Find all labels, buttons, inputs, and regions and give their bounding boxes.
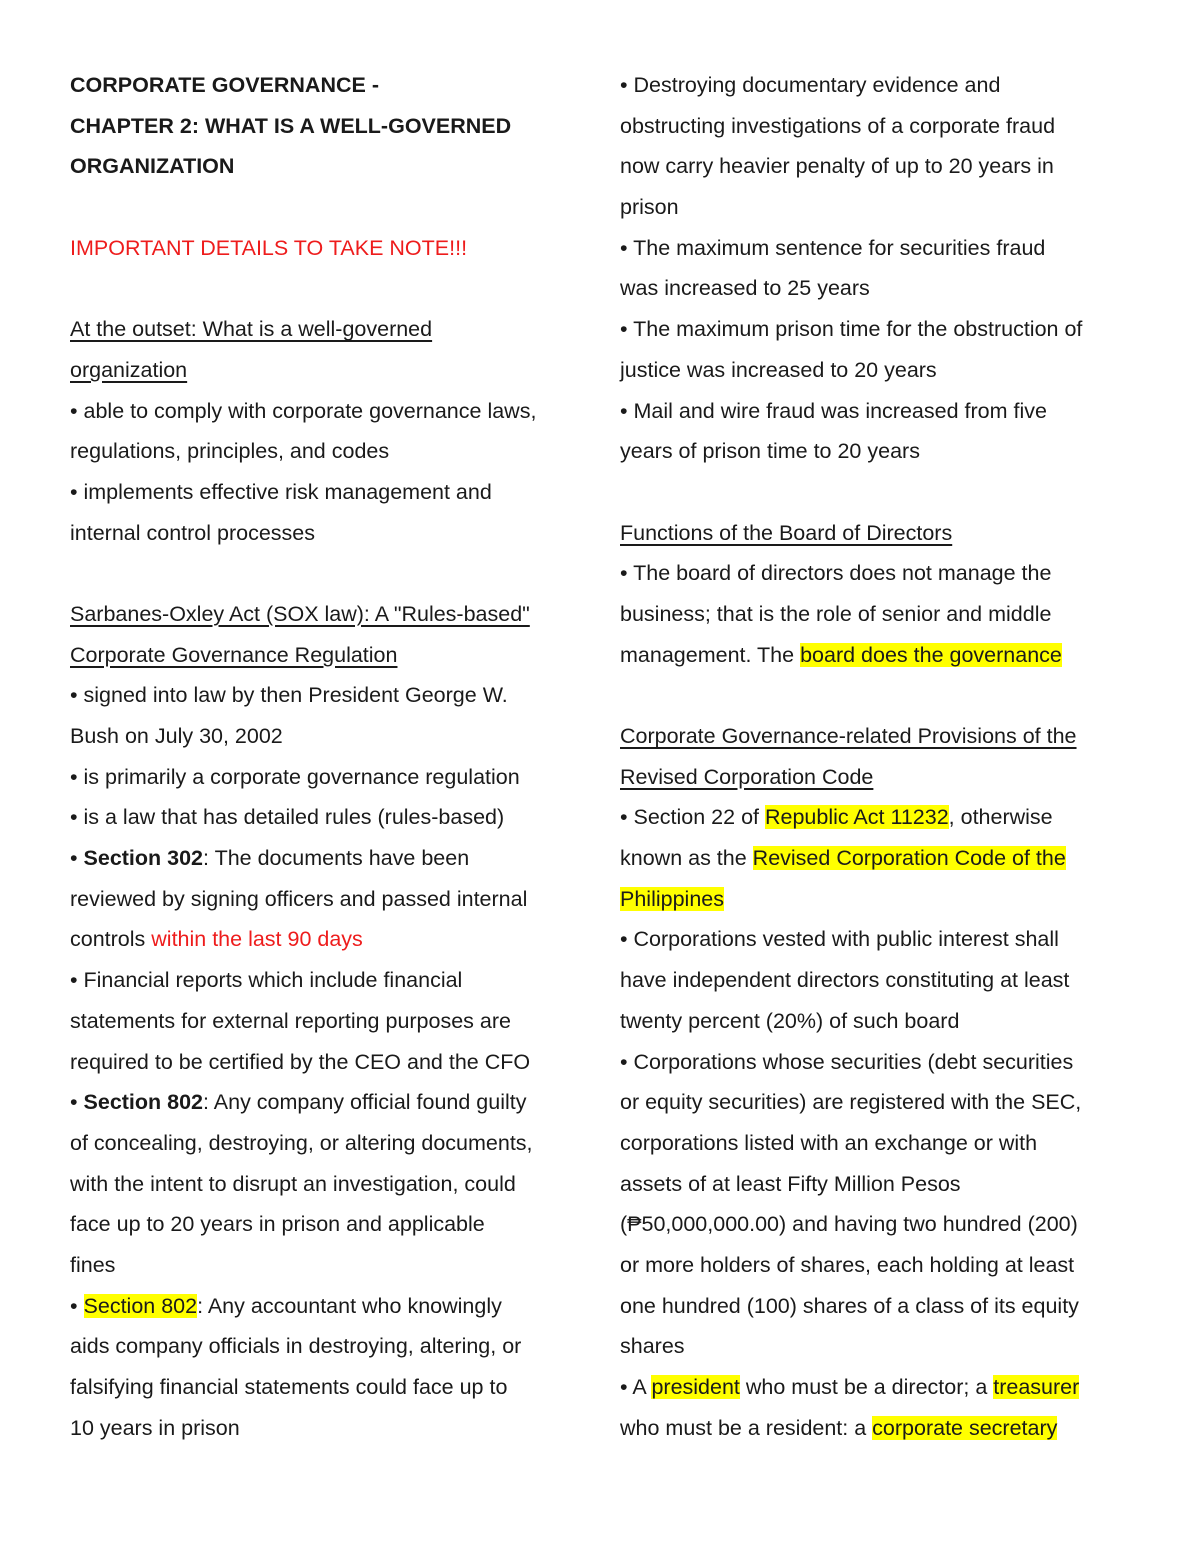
section-802-highlight: Section 802: [83, 1293, 198, 1318]
outset-heading-line-1: At the outset: What is a well-governed: [70, 317, 433, 342]
list-item: • Corporations whose securities (debt securities: [620, 1049, 1074, 1074]
list-item: • Mail and wire fraud was increased from five: [620, 398, 1047, 423]
republic-act-highlight: Republic Act 11232: [764, 805, 949, 830]
doc-title-line-2: CHAPTER 2: WHAT IS A WELL-GOVERNED: [70, 113, 512, 138]
list-item: who must be a resident: a corporate secretary: [620, 1415, 1058, 1440]
list-item: • signed into law by then President George W.: [70, 683, 508, 708]
list-item: of concealing, destroying, or altering documents,: [70, 1130, 533, 1155]
list-item: • Financial reports which include financial: [70, 968, 463, 993]
list-item: shares: [620, 1334, 685, 1359]
section-302-label: Section 302: [83, 846, 204, 871]
list-item: was increased to 25 years: [620, 276, 870, 301]
list-item: 10 years in prison: [70, 1415, 240, 1440]
list-item: justice was increased to 20 years: [620, 357, 937, 382]
list-item: statements for external reporting purposes are: [70, 1008, 511, 1033]
section-802-label: Section 802: [83, 1090, 204, 1115]
list-item: one hundred (100) shares of a class of its equity: [620, 1293, 1079, 1318]
important-notice: IMPORTANT DETAILS TO TAKE NOTE!!!: [70, 235, 468, 260]
list-item: • able to comply with corporate governance laws,: [70, 398, 537, 423]
list-item: or more holders of shares, each holding at least: [620, 1252, 1075, 1277]
list-item: reviewed by signing officers and passed internal: [70, 886, 528, 911]
list-item: or equity securities) are registered with the SEC,: [620, 1090, 1082, 1115]
board-governance-highlight: board does the governance: [800, 642, 1062, 667]
list-item: years of prison time to 20 years: [620, 439, 920, 464]
list-item: twenty percent (20%) of such board: [620, 1008, 960, 1033]
doc-title-line-1: CORPORATE GOVERNANCE -: [70, 73, 379, 97]
right-column: [620, 65, 1138, 1448]
list-item: • is a law that has detailed rules (rules-based): [70, 805, 505, 830]
list-item: obstructing investigations of a corporate fraud: [620, 113, 1056, 138]
list-item: management. The board does the governance: [620, 642, 1062, 667]
sox-heading-line-1: Sarbanes-Oxley Act (SOX law): A "Rules-based": [70, 601, 530, 626]
list-item: assets of at least Fifty Million Pesos: [620, 1171, 961, 1196]
list-item: • Corporations vested with public interest shall: [620, 927, 1059, 952]
doc-title-line-3: ORGANIZATION: [70, 154, 235, 179]
section-302-item: • Section 302: The documents have been: [70, 846, 470, 871]
ninety-days-note: within the last 90 days: [151, 927, 363, 952]
sox-heading-line-2: Corporate Governance Regulation: [70, 642, 398, 667]
president-highlight: president: [651, 1375, 740, 1399]
rcc-name-highlight: Revised Corporation Code of the: [752, 846, 1066, 871]
board-heading: Functions of the Board of Directors: [620, 520, 953, 545]
list-item: • implements effective risk management and: [70, 479, 492, 504]
section-802-item: • Section 802: Any company official found guilty: [70, 1090, 527, 1115]
list-item: have independent directors constituting at least: [620, 968, 1070, 993]
corporate-secretary-highlight: corporate secretary: [872, 1415, 1058, 1440]
list-item: aids company officials in destroying, altering, or: [70, 1334, 522, 1359]
list-item: face up to 20 years in prison and applicable: [70, 1212, 485, 1237]
list-item: with the intent to disrupt an investigation, could: [70, 1171, 516, 1196]
list-item: • The maximum sentence for securities fraud: [620, 235, 1046, 260]
rcc-heading-line-1: Corporate Governance-related Provisions of the: [620, 724, 1077, 748]
list-item: • The board of directors does not manage the: [620, 561, 1052, 586]
outset-heading-line-2: organization: [70, 357, 188, 382]
list-item: [620, 879, 1138, 920]
list-item: internal control processes: [70, 520, 315, 545]
officers-item: • A president who must be a director; a treasurer: [620, 1375, 1080, 1399]
list-item: (₱50,000,000.00) and having two hundred (200): [620, 1212, 1078, 1237]
list-item: • is primarily a corporate governance regulation: [70, 764, 520, 789]
list-item: known as the Revised Corporation Code of the: [620, 846, 1066, 871]
treasurer-highlight: treasurer: [993, 1375, 1080, 1399]
list-item: Bush on July 30, 2002: [70, 724, 283, 748]
list-item: regulations, principles, and codes: [70, 439, 390, 464]
list-item: business; that is the role of senior and middle: [620, 601, 1052, 626]
list-item: • Destroying documentary evidence and: [620, 73, 1001, 97]
list-item: fines: [70, 1252, 116, 1277]
section-802-accountant-item: • Section 802: Any accountant who knowingly: [70, 1293, 502, 1318]
philippines-highlight: Philippines: [620, 886, 724, 911]
left-column: [70, 65, 588, 1448]
list-item: falsifying financial statements could face up to: [70, 1375, 508, 1399]
list-item: prison: [620, 195, 679, 220]
list-item: now carry heavier penalty of up to 20 years in: [620, 154, 1054, 179]
rcc-heading-line-2: Revised Corporation Code: [620, 764, 874, 789]
list-item: corporations listed with an exchange or with: [620, 1130, 1038, 1155]
list-item: required to be certified by the CEO and the CFO: [70, 1049, 531, 1074]
list-item: • The maximum prison time for the obstruction of: [620, 317, 1083, 342]
list-item: controls within the last 90 days: [70, 927, 363, 952]
list-item: • Section 22 of Republic Act 11232, otherwise: [620, 805, 1053, 830]
